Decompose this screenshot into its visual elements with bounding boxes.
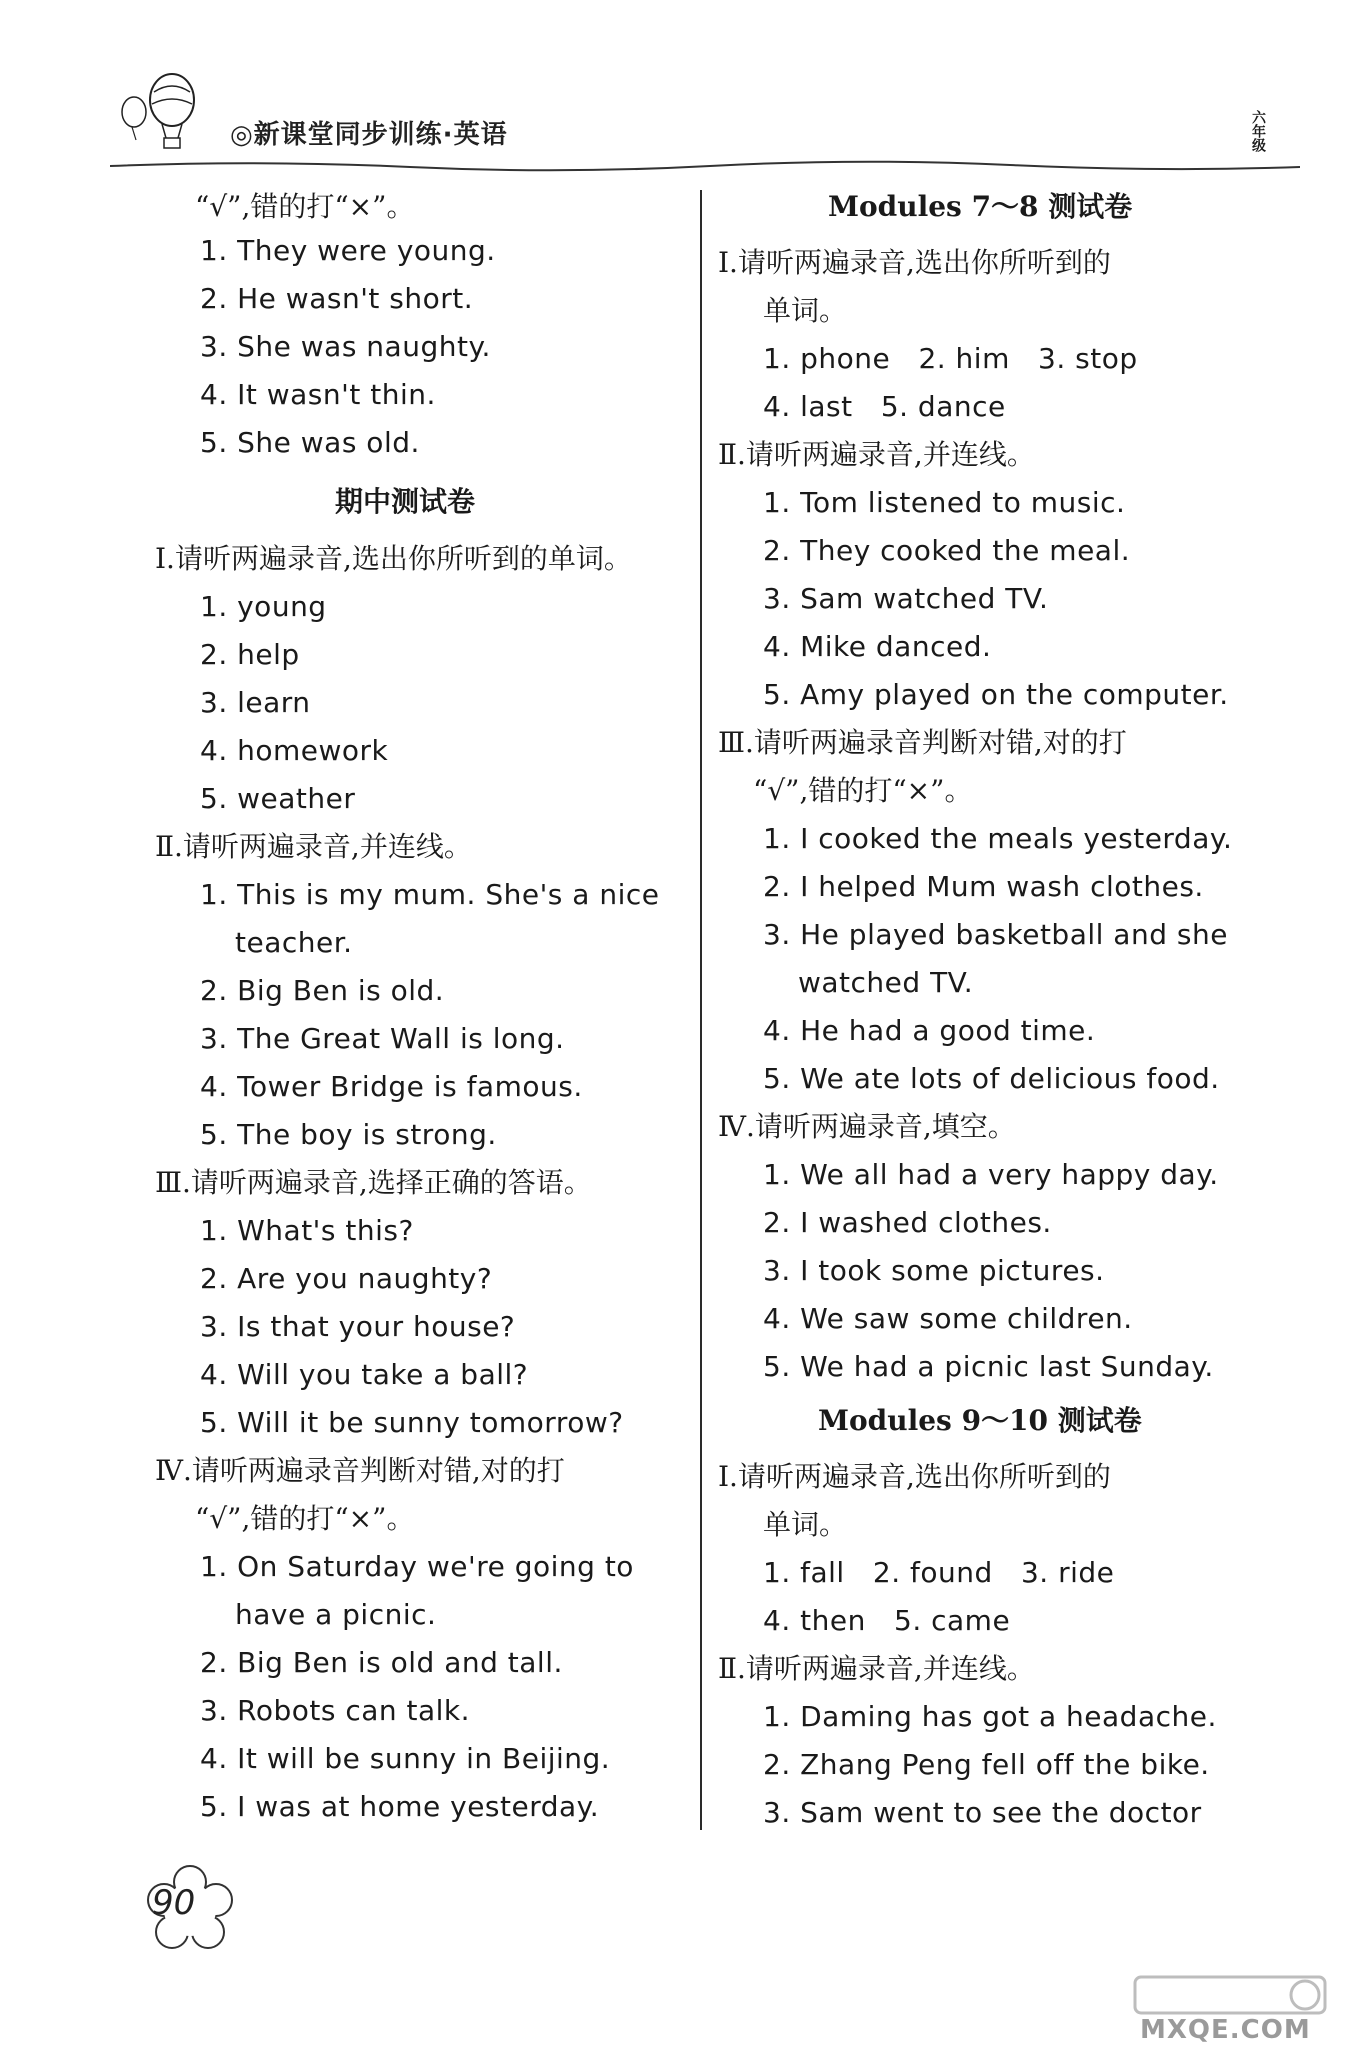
list-item: 3. Sam went to see the doctor (763, 1796, 1202, 1829)
list-item: 5. Amy played on the computer. (763, 678, 1229, 711)
page-header (110, 70, 1300, 180)
list-item: 4. It will be sunny in Beijing. (200, 1742, 611, 1775)
list-item: 5. We ate lots of delicious food. (763, 1062, 1220, 1095)
section-heading: 期中测试卷 (335, 485, 476, 518)
question-title: Ⅲ.请听两遍录音,选择正确的答语。 (155, 1166, 592, 1199)
list-item: 1. What's this? (200, 1214, 414, 1247)
list-item: 2. Are you naughty? (200, 1262, 493, 1295)
list-item: 5. I was at home yesterday. (200, 1790, 600, 1823)
list-item: 5. Will it be sunny tomorrow? (200, 1406, 624, 1439)
list-item: 1. On Saturday we're going to (200, 1550, 634, 1583)
question-title: Ⅰ.请听两遍录音,选出你所听到的 (718, 1460, 1111, 1493)
watermark-text: MXQE.COM (1140, 2015, 1311, 2045)
list-item: 3. Is that your house? (200, 1310, 516, 1343)
list-item: 2. He wasn't short. (200, 282, 474, 315)
list-item: 4. Will you take a ball? (200, 1358, 529, 1391)
section-heading: Modules 7～8 测试卷 (828, 190, 1133, 223)
question-title: Ⅱ.请听两遍录音,并连线。 (155, 830, 472, 863)
list-item: 4. homework (200, 734, 389, 767)
list-item: 3. I took some pictures. (763, 1254, 1105, 1287)
list-item: 5. weather (200, 782, 356, 815)
question-subtitle: “√”,错的打“×”。 (753, 774, 973, 807)
list-item: 4. last 5. dance (763, 390, 1006, 423)
question-subtitle: 单词。 (763, 294, 848, 327)
list-item: 1. Tom listened to music. (763, 486, 1126, 519)
list-item: 2. Big Ben is old and tall. (200, 1646, 563, 1679)
list-item: 5. The boy is strong. (200, 1118, 497, 1151)
list-item: 1. phone 2. him 3. stop (763, 342, 1138, 375)
list-item: 2. Big Ben is old. (200, 974, 445, 1007)
list-item: 3. She was naughty. (200, 330, 491, 363)
question-title: Ⅳ.请听两遍录音,填空。 (718, 1110, 1016, 1143)
column-divider (700, 190, 702, 1830)
list-item: 1. Daming has got a headache. (763, 1700, 1217, 1733)
list-item: 5. She was old. (200, 426, 420, 459)
list-item: 4. We saw some children. (763, 1302, 1133, 1335)
book-title: ◎新课堂同步训练·英语 (230, 120, 508, 150)
list-item: 4. It wasn't thin. (200, 378, 436, 411)
header-rule (110, 158, 1300, 174)
list-item-continuation: have a picnic. (235, 1598, 437, 1631)
list-item: 1. We all had a very happy day. (763, 1158, 1219, 1191)
list-item: 3. Robots can talk. (200, 1694, 471, 1727)
question-subtitle: 单词。 (763, 1508, 848, 1541)
list-item: 4. then 5. came (763, 1604, 1011, 1637)
question-title: Ⅲ.请听两遍录音判断对错,对的打 (718, 726, 1127, 759)
question-title: Ⅰ.请听两遍录音,选出你所听到的 (718, 246, 1111, 279)
list-item: 1. This is my mum. She's a nice (200, 878, 660, 911)
hot-air-balloon-icon (110, 70, 220, 160)
list-item: 2. Zhang Peng fell off the bike. (763, 1748, 1210, 1781)
list-item: 3. The Great Wall is long. (200, 1022, 565, 1055)
question-title: Ⅱ.请听两遍录音,并连线。 (718, 1652, 1035, 1685)
text-line: “√”,错的打“×”。 (195, 190, 415, 223)
list-item: 4. Tower Bridge is famous. (200, 1070, 583, 1103)
list-item: 1. young (200, 590, 327, 623)
list-item: 3. He played basketball and she (763, 918, 1228, 951)
question-title: Ⅱ.请听两遍录音,并连线。 (718, 438, 1035, 471)
list-item: 4. He had a good time. (763, 1014, 1096, 1047)
grade-label: 六年级 (1250, 110, 1266, 152)
list-item: 3. Sam watched TV. (763, 582, 1049, 615)
list-item: 4. Mike danced. (763, 630, 992, 663)
list-item-continuation: watched TV. (798, 966, 974, 999)
list-item: 2. They cooked the meal. (763, 534, 1131, 567)
page-number: 90 (152, 1883, 196, 1923)
list-item: 2. I helped Mum wash clothes. (763, 870, 1204, 903)
list-item-continuation: teacher. (235, 926, 353, 959)
section-heading: Modules 9～10 测试卷 (818, 1404, 1142, 1437)
list-item: 1. They were young. (200, 234, 496, 267)
question-subtitle: “√”,错的打“×”。 (195, 1502, 415, 1535)
list-item: 2. I washed clothes. (763, 1206, 1052, 1239)
list-item: 3. learn (200, 686, 311, 719)
list-item: 5. We had a picnic last Sunday. (763, 1350, 1214, 1383)
list-item: 2. help (200, 638, 300, 671)
question-title: Ⅰ.请听两遍录音,选出你所听到的单词。 (155, 542, 632, 575)
list-item: 1. fall 2. found 3. ride (763, 1556, 1115, 1589)
list-item: 1. I cooked the meals yesterday. (763, 822, 1233, 855)
question-title: Ⅳ.请听两遍录音判断对错,对的打 (155, 1454, 565, 1487)
